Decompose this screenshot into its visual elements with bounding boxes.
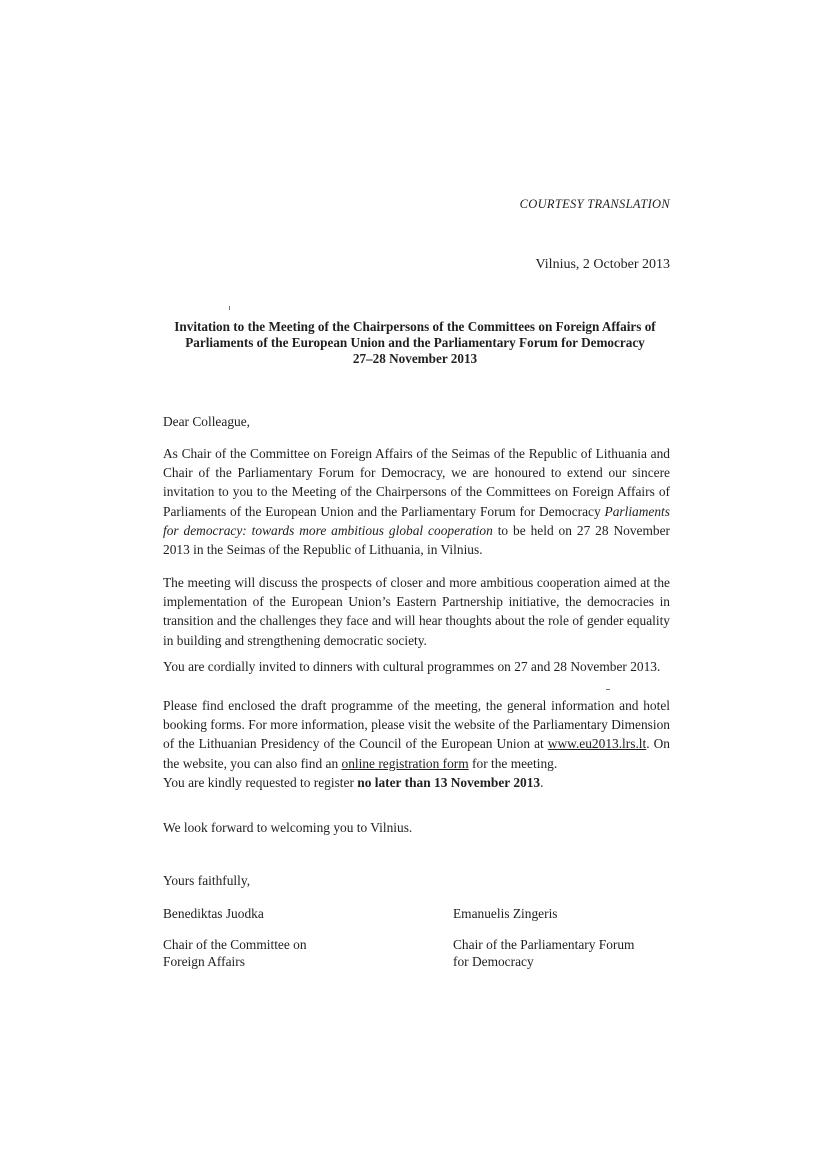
signatory-role-line: Chair of the Committee on — [163, 937, 307, 952]
salutation: Dear Colleague, — [163, 414, 250, 429]
paragraph-agenda: The meeting will discuss the prospects of closer and more ambitious cooperation aimed at the implementation of the European Union’s Eastern Partnership initiative, the democracies in transition and the challenges they face and will hear thoughts about the role of gender equality in building and strengthening democratic society. — [163, 575, 670, 648]
signatory-role — [453, 936, 673, 970]
registration-form-link[interactable]: online registration form — [341, 755, 469, 771]
website-link[interactable]: www.eu2013.lrs.lt — [547, 736, 647, 752]
registration-deadline: no later than 13 November 2013 — [357, 774, 541, 790]
scan-speck — [229, 306, 230, 310]
paragraph-enclosures — [163, 696, 670, 792]
p5-text-b: . — [540, 774, 544, 790]
meeting-theme: Parliaments for democracy: towards more ambitious global cooperation — [163, 503, 670, 538]
paragraph-dinners: You are cordially invited to dinners with cultural programmes on 27 and 28 November 2013. — [163, 659, 661, 674]
signatory-role — [163, 936, 383, 970]
signatory-name: Emanuelis Zingeris — [453, 906, 558, 921]
p1-text-b: to be held on 27 28 November 2013 in the Seimas of the Republic of Lithuania, in Vilnius. — [163, 522, 671, 558]
p4-text-b: . On the website, you can also find an — [163, 736, 671, 771]
dateline: Vilnius, 2 October 2013 — [535, 257, 670, 272]
paragraph-invitation — [163, 444, 670, 559]
signatory-left — [163, 905, 383, 970]
scan-speck — [606, 689, 610, 690]
signatory-role-line: Foreign Affairs — [163, 954, 245, 969]
title-line-2: Parliaments of the European Union and the Parliamentary Forum for Democracy — [185, 335, 645, 350]
courtesy-translation-label: COURTESY TRANSLATION — [519, 197, 670, 211]
signatory-role-line: Chair of the Parliamentary Forum — [453, 937, 635, 952]
title-line-1: Invitation to the Meeting of the Chairpersons of the Committees on Foreign Affairs of — [174, 319, 656, 334]
closing: Yours faithfully, — [163, 873, 251, 888]
paragraph-welcome: We look forward to welcoming you to Vilnius. — [163, 820, 413, 835]
p1-text-a: As Chair of the Committee on Foreign Affairs of the Seimas of the Republic of Lithuania and Chair of the Parliamentary Forum for Democracy, we are honoured to extend our sincere invitation to you to the Meeting of the Chairpersons of the Committees on Foreign Affairs of Parliaments of the European Union and the Parliamentary Forum for Democracy — [163, 446, 670, 519]
letter-title — [160, 319, 670, 367]
signatory-name: Benediktas Juodka — [163, 906, 264, 921]
p4-text-c: for the meeting. — [468, 755, 558, 771]
signatory-right — [453, 905, 673, 970]
p5-text-a: You are kindly requested to register — [163, 774, 358, 790]
signatory-role-line: for Democracy — [453, 954, 534, 969]
title-line-3: 27–28 November 2013 — [352, 351, 478, 366]
p4-text-a: Please find enclosed the draft programme of the meeting, the general information and hotel booking forms. For more information, please visit the website of the Parliamentary Dimension of the Lithuanian Presidency of the Council of the European Union at — [163, 698, 670, 752]
